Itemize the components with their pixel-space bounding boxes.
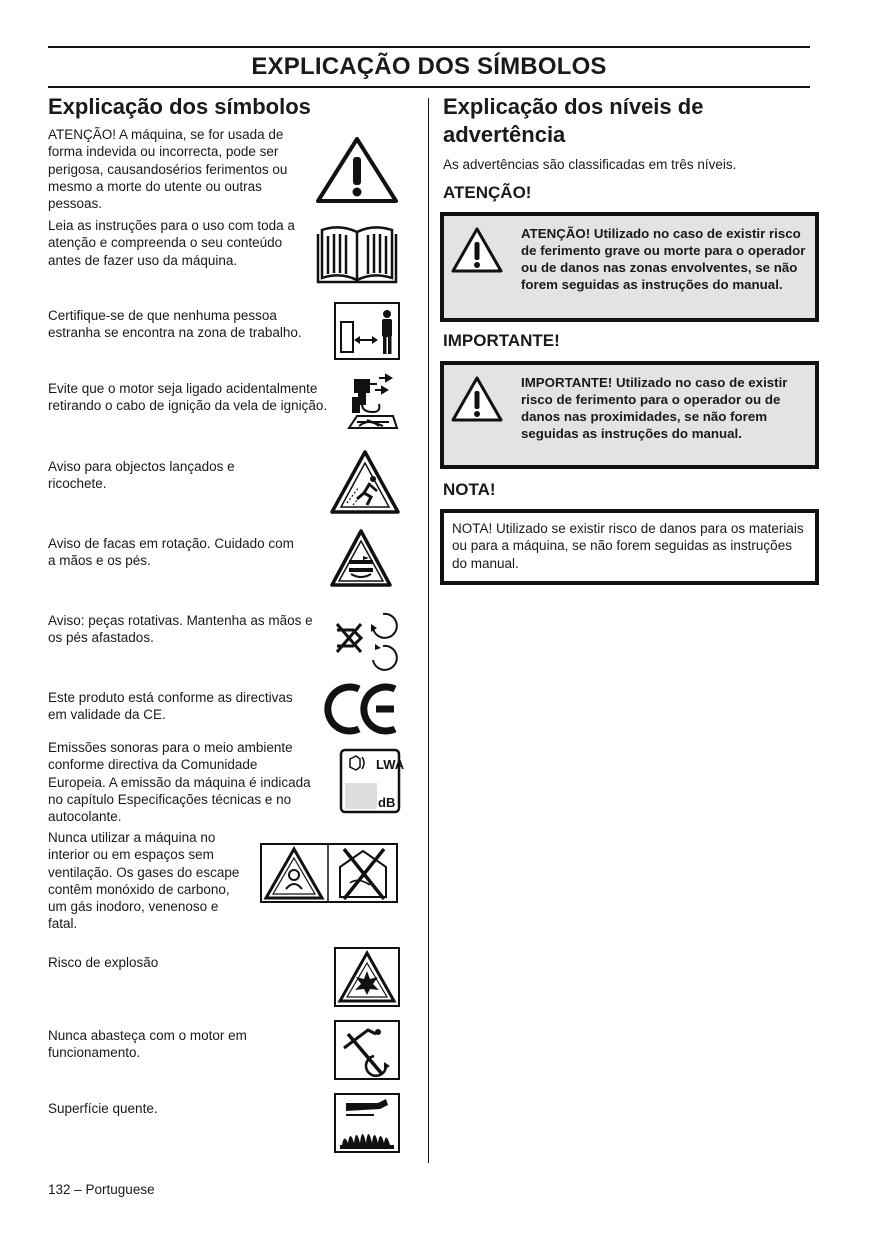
level-title-atencao: ATENÇÃO!: [443, 183, 532, 202]
symbol-text-rotating-parts: Aviso: peças rotativas. Mantenha as mãos e os pés afastados.: [48, 613, 313, 646]
level-title-nota: NOTA!: [443, 480, 496, 499]
warning-text-importante: IMPORTANTE! Utilizado no caso de existir risco de ferimento para o operador ou de danos nas proximidades, se não forem seguidas as instruções do manual.: [521, 375, 788, 441]
left-heading: Explicação dos símbolos: [48, 94, 311, 119]
manual-book-icon: [314, 222, 400, 286]
level-title-importante: IMPORTANTE!: [443, 331, 560, 350]
symbol-text-hot-surface: Superfície quente.: [48, 1101, 158, 1116]
note-box: [440, 509, 819, 585]
note-text: NOTA! Utilizado se existir risco de danos para os materiais ou para a máquina, se não forem seguidas as instruções do manual.: [444, 513, 815, 581]
noise-lwa-label: LWA: [376, 757, 405, 772]
right-heading: Explicação dos níveis de advertência: [443, 94, 704, 147]
page-footer: 132 – Portuguese: [48, 1182, 155, 1197]
ce-mark-icon: [328, 681, 400, 737]
right-intro: As advertências são classificadas em três níveis.: [443, 157, 737, 172]
top-rule: [48, 46, 810, 48]
spark-plug-icon: [343, 372, 400, 438]
symbol-text-thrown-objects: Aviso para objectos lançados e ricochete.: [48, 459, 235, 492]
symbol-text-refuel: Nunca abasteça com o motor em funcionamento.: [48, 1028, 247, 1061]
symbol-text-carbon-monoxide: Nunca utilizar a máquina no interior ou em espaços sem ventilação. Os gases do escape contêm monóxido de carbono, um gás inodoro, venenoso e fatal.: [48, 830, 240, 932]
warning-box-atencao: [440, 212, 819, 322]
title-underline: [48, 86, 810, 88]
warning-triangle-icon: [314, 135, 400, 205]
safety-distance-icon: [334, 302, 400, 360]
carbon-monoxide-icon: [260, 843, 398, 903]
symbol-text-ce: Este produto está conforme as directivas em validade da CE.: [48, 690, 293, 723]
noise-emission-icon: [340, 749, 405, 813]
warning-box-importante: [440, 361, 819, 469]
symbol-text-spark-plug: Evite que o motor seja ligado acidentalmente retirando o cabo de ignição da vela de ignição.: [48, 381, 328, 414]
hot-surface-icon: [334, 1093, 400, 1153]
symbol-text-distance: Certifique-se de que nenhuma pessoa estranha se encontra na zona de trabalho.: [48, 308, 302, 341]
rotating-blades-icon: [329, 528, 393, 588]
page-title: EXPLICAÇÃO DOS SÍMBOLOS: [251, 53, 607, 80]
symbol-text-warning: ATENÇÃO! A máquina, se for usada de forma indevida ou incorrecta, pode ser perigosa, causandosérios ferimentos ou mesmo a morte do utente ou outras pessoas.: [48, 127, 288, 212]
symbol-text-explosion: Risco de explosão: [48, 955, 159, 970]
no-refuel-running-icon: [334, 1020, 400, 1080]
symbol-text-rotating-blades: Aviso de facas em rotação. Cuidado com a mãos e os pés.: [48, 536, 294, 569]
column-divider: [428, 98, 429, 1163]
explosion-icon: [334, 947, 400, 1007]
symbol-text-manual: Leia as instruções para o uso com toda a atenção e compreenda o seu conteúdo antes de fazer uso da máquina.: [48, 218, 295, 268]
thrown-objects-icon: [329, 449, 401, 515]
symbol-text-noise: Emissões sonoras para o meio ambiente conforme directiva da Comunidade Europeia. A emissão da máquina é indicada no capítulo Especificações técnicas e no autocolante.: [48, 740, 311, 825]
rotating-parts-icon: [331, 606, 399, 670]
warning-text-atencao: ATENÇÃO! Utilizado no caso de existir risco de ferimento grave ou morte para o operador ou de danos nas zonas envolventes, se não forem seguidas as instruções do manual.: [521, 226, 806, 292]
warning-triangle-icon: [450, 226, 504, 274]
warning-triangle-icon: [450, 375, 504, 423]
noise-db-label: dB: [378, 795, 396, 810]
